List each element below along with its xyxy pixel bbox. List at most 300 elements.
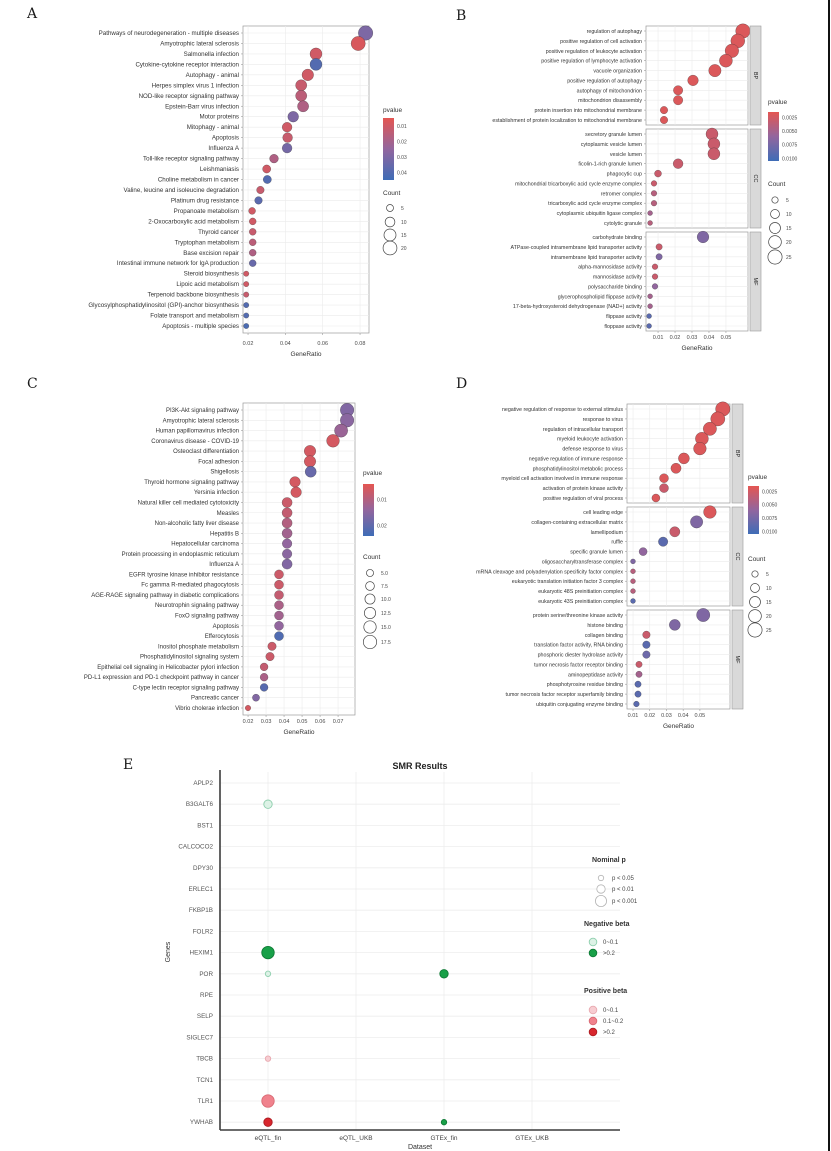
- y-axis-label: activation of protein kinase activity: [542, 486, 623, 493]
- smr-title: SMR Results: [392, 761, 448, 771]
- legend-pvalue-gradient-bar: [383, 118, 394, 180]
- data-dot: [673, 95, 682, 104]
- y-axis-label: Phosphatidylinositol signaling system: [139, 654, 239, 661]
- y-axis-label: Neurotrophin signaling pathway: [154, 603, 239, 610]
- legend-count-title: Count: [363, 554, 381, 561]
- y-axis-label: ficolin-1-rich granule lumen: [578, 161, 642, 168]
- y-axis-label: Apoptosis: [212, 623, 239, 630]
- y-axis-label: myeloid leukocyte activation: [557, 436, 623, 443]
- gene-label: SELP: [196, 1013, 213, 1021]
- y-axis-label: Valine, leucine and isoleucine degradation: [123, 186, 239, 194]
- y-axis-label: cytoplasmic vesicle lumen: [580, 141, 642, 148]
- data-dot: [249, 218, 256, 225]
- y-axis-label: phosphatidylinositol metabolic process: [532, 466, 623, 473]
- y-axis-label: phagocytic cup: [606, 171, 642, 178]
- smr-data-dot: [262, 946, 274, 958]
- data-dot: [631, 559, 636, 564]
- smr-data-dot: [264, 800, 272, 808]
- y-axis-label: Amyotrophic lateral sclerosis: [162, 418, 239, 425]
- data-dot: [244, 313, 249, 318]
- data-dot: [249, 260, 256, 267]
- data-dot: [678, 453, 689, 464]
- data-dot: [305, 466, 316, 477]
- y-axis-label: positive regulation of cell activation: [560, 38, 642, 45]
- y-axis-label: Pathways of neurodegeneration - multiple diseases: [98, 30, 239, 37]
- y-axis-label: collagen-containing extracellular matrix: [531, 519, 623, 526]
- y-axis-label: aminopeptidase activity: [567, 672, 623, 679]
- legend-nominal-p-circle: [595, 895, 606, 906]
- data-dot: [636, 661, 642, 667]
- legend-count-circle: [387, 205, 394, 212]
- gene-label: CALCOCO2: [178, 843, 213, 851]
- legend-negative-beta-label: 0~0.1: [603, 940, 619, 946]
- legend-pvalue-gradient-bar: [768, 112, 779, 161]
- y-axis-label: phosphoric diester hydrolase activity: [537, 652, 623, 659]
- y-axis-label: Fc gamma R-mediated phagocytosis: [141, 582, 239, 589]
- legend-pvalue-tick-label: 0.0100: [762, 529, 778, 536]
- data-dot: [709, 64, 721, 76]
- panel-letter-a: A: [27, 6, 38, 22]
- legend-pvalue-tick-label: 0.0050: [762, 502, 778, 509]
- data-dot: [660, 116, 668, 124]
- y-axis-label: Osteoclast differentiation: [173, 449, 239, 456]
- smr-data-dot: [264, 1118, 272, 1126]
- data-dot: [704, 506, 717, 519]
- y-axis-label: eukaryotic translation initiation factor 3 complex: [511, 579, 623, 586]
- data-dot: [634, 701, 640, 707]
- data-dot: [673, 159, 683, 169]
- data-dot: [260, 663, 268, 671]
- y-axis-label: PI3K-Akt signaling pathway: [165, 408, 239, 414]
- data-dot: [635, 691, 641, 697]
- y-axis-label: Salmonella infection: [183, 50, 239, 58]
- smr-data-dot: [265, 971, 270, 976]
- legend-negative-beta-label: >0.2: [603, 951, 615, 957]
- x-axis-tick-label: 0.01: [652, 335, 664, 341]
- y-axis-label: Natural killer cell mediated cytotoxicity: [137, 500, 239, 507]
- y-axis-label: carbohydrate binding: [592, 235, 642, 241]
- legend-count-label: 5: [766, 572, 769, 578]
- y-axis-label: Inositol phosphate metabolism: [157, 644, 239, 651]
- legend-negative-beta-swatch: [589, 949, 597, 957]
- data-dot: [656, 254, 662, 260]
- legend-count-circle: [752, 571, 758, 577]
- gene-label: ERLEC1: [188, 886, 213, 893]
- data-dot: [244, 323, 249, 328]
- x-axis-tick-label: 0.07: [332, 719, 344, 725]
- legend-count-label: 15: [401, 233, 407, 239]
- legend-count-circle: [384, 229, 396, 241]
- y-axis-label: tricarboxylic acid cycle enzyme complex: [548, 201, 642, 208]
- x-axis-title: GeneRatio: [283, 729, 315, 736]
- data-dot: [631, 569, 636, 574]
- legend-count-circle: [771, 210, 780, 219]
- y-axis-label: Apoptosis: [211, 134, 239, 142]
- data-dot: [282, 508, 292, 518]
- legend-nominal-p-label: p < 0.01: [612, 887, 634, 893]
- x-axis-tick-label: 0.03: [260, 719, 272, 725]
- y-axis-label: secretory granule lumen: [585, 132, 642, 138]
- data-dot: [690, 516, 702, 528]
- legend-positive-beta-label: >0.2: [603, 1030, 615, 1036]
- legend-pvalue-tick-label: 0.01: [397, 123, 407, 130]
- data-dot: [282, 528, 292, 538]
- y-axis-label: Intestinal immune network for IgA production: [116, 260, 239, 268]
- data-dot: [282, 539, 292, 549]
- x-axis-tick-label: 0.02: [242, 341, 254, 347]
- y-axis-label: Efferocytosis: [204, 634, 239, 641]
- data-dot: [290, 477, 301, 488]
- y-axis-label: Focal adhesion: [198, 459, 239, 466]
- y-axis-label: protein insertion into mitochondrial membrane: [534, 108, 642, 115]
- y-axis-label: regulation of intracellular transport: [542, 426, 623, 433]
- facet-strip-label: BP: [752, 71, 759, 80]
- facet-strip-label: CC: [752, 174, 759, 183]
- gene-label: HEXIM1: [189, 949, 213, 957]
- data-dot: [655, 170, 662, 177]
- y-axis-label: AGE-RAGE signaling pathway in diabetic complications: [91, 592, 239, 599]
- data-dot: [648, 294, 653, 299]
- data-dot: [245, 705, 251, 711]
- data-dot: [648, 211, 653, 216]
- legend-count-label: 7.5: [381, 584, 388, 590]
- y-axis-label: 17-beta-hydroxysteroid dehydrogenase (NAD+) activity: [512, 304, 642, 311]
- legend-pvalue-title: pvalue: [768, 99, 788, 106]
- data-dot: [304, 456, 316, 468]
- y-axis-label: Glycosylphosphatidylinositol (GPI)-anchor biosynthesis: [88, 302, 239, 310]
- y-axis-label: Thyroid cancer: [198, 228, 239, 236]
- data-dot: [274, 580, 283, 589]
- data-dot: [670, 527, 680, 537]
- y-axis-label: NOD-like receptor signaling pathway: [138, 92, 239, 100]
- x-axis-title: GeneRatio: [681, 345, 713, 352]
- data-dot: [270, 154, 279, 163]
- data-dot: [648, 221, 653, 226]
- data-dot: [351, 36, 365, 50]
- data-dot: [694, 442, 707, 455]
- y-axis-label: Thyroid hormone signaling pathway: [144, 479, 239, 486]
- legend-negative-beta-title: Negative beta: [584, 921, 630, 928]
- y-axis-label: Base excision repair: [183, 249, 239, 257]
- y-axis-label: positive regulation of leukocyte activation: [545, 48, 642, 55]
- gene-label: POR: [199, 970, 213, 978]
- legend-count-circle: [364, 607, 375, 618]
- data-dot: [298, 101, 309, 112]
- data-dot: [658, 537, 667, 546]
- legend-positive-beta-title: Positive beta: [584, 988, 628, 995]
- data-dot: [302, 69, 314, 81]
- data-dot: [274, 590, 283, 599]
- legend-pvalue-title: pvalue: [748, 474, 768, 481]
- data-dot: [631, 599, 636, 604]
- y-axis-label: Leishmaniasis: [199, 166, 239, 174]
- legend-count-circle: [365, 594, 375, 604]
- data-dot: [652, 274, 658, 280]
- x-axis-tick-label: 0.04: [278, 719, 290, 725]
- data-dot: [244, 271, 249, 276]
- legend-count-label: 5: [786, 198, 789, 204]
- data-dot: [263, 175, 271, 183]
- y-axis-label: Yersinia infection: [193, 490, 239, 497]
- y-axis-label: PD-L1 expression and PD-1 checkpoint pathway in cancer: [83, 675, 239, 682]
- legend-count-label: 10: [766, 586, 772, 592]
- data-dot: [660, 106, 668, 114]
- data-dot: [652, 264, 658, 270]
- legend-count-label: 20: [401, 246, 407, 252]
- x-axis-title: Dataset: [407, 1144, 433, 1151]
- panel-c-kegg-dotplot: [0, 384, 430, 752]
- y-axis-label: Tryptophan metabolism: [174, 239, 239, 247]
- data-dot: [244, 281, 249, 286]
- dataset-label: GTEx_fin: [430, 1135, 458, 1142]
- x-axis-tick-label: 0.04: [677, 713, 689, 719]
- x-axis-tick-label: 0.03: [686, 335, 698, 341]
- data-dot: [651, 190, 657, 196]
- data-dot: [255, 197, 263, 205]
- gene-label: TBCB: [196, 1055, 213, 1063]
- data-dot: [304, 445, 316, 457]
- data-dot: [288, 111, 299, 122]
- legend-pvalue-tick-label: 0.02: [377, 523, 387, 530]
- data-dot: [274, 632, 283, 641]
- panel-letter-d: D: [456, 376, 468, 392]
- data-dot: [263, 165, 271, 173]
- x-axis-tick-label: 0.01: [627, 713, 639, 719]
- legend-count-label: 12.5: [381, 611, 391, 617]
- y-axis-label: histone binding: [587, 622, 623, 629]
- y-axis-label: Folate transport and metabolism: [150, 312, 239, 320]
- panel-a-kegg-dotplot: [0, 14, 430, 376]
- data-dot: [266, 652, 274, 660]
- legend-pvalue-tick-label: 0.01: [377, 497, 387, 504]
- y-axis-label: negative regulation of immune response: [528, 456, 623, 463]
- legend-count-circle: [366, 569, 373, 576]
- x-axis-tick-label: 0.02: [669, 335, 681, 341]
- y-axis-label: Protein processing in endoplasmic reticulum: [121, 551, 239, 558]
- y-axis-label: alpha-mannosidase activity: [578, 264, 642, 271]
- legend-pvalue-tick-label: 0.0075: [782, 142, 798, 149]
- data-dot: [660, 484, 669, 493]
- x-axis-tick-label: 0.04: [703, 335, 715, 341]
- y-axis-label: Influenza A: [209, 562, 239, 569]
- x-axis-tick-label: 0.06: [314, 719, 326, 725]
- y-axis-label: Measles: [216, 510, 239, 517]
- legend-positive-beta-label: 0.1~0.2: [603, 1019, 624, 1025]
- panel-letter-c: C: [27, 376, 38, 392]
- legend-count-title: Count: [383, 190, 401, 197]
- dataset-label: eQTL_UKB: [339, 1135, 373, 1142]
- x-axis-tick-label: 0.03: [661, 713, 672, 719]
- y-axis-label: phosphotyrosine residue binding: [546, 682, 623, 689]
- y-axis-label: Terpenoid backbone biosynthesis: [147, 291, 239, 299]
- data-dot: [652, 284, 658, 290]
- legend-pvalue-title: pvalue: [383, 107, 403, 114]
- y-axis-label: establishment of protein localization to mitochondrial membrane: [492, 118, 642, 124]
- gene-label: BST1: [197, 822, 213, 830]
- data-dot: [268, 642, 276, 650]
- y-axis-label: intramembrane lipid transporter activity: [550, 254, 642, 261]
- legend-count-title: Count: [768, 181, 786, 188]
- data-dot: [310, 58, 322, 70]
- y-axis-label: protein serine/threonine kinase activity: [532, 613, 623, 619]
- data-dot: [282, 559, 292, 569]
- data-dot: [697, 231, 709, 243]
- legend-pvalue-tick-label: 0.0075: [762, 516, 778, 522]
- legend-count-circle: [385, 217, 395, 227]
- y-axis-label: Autophagy - animal: [185, 71, 239, 79]
- data-dot: [673, 86, 682, 95]
- y-axis-label: mRNA cleavage and polyadenylation specificity factor complex: [476, 569, 623, 576]
- y-axis-label: mitochondrion disassembly: [578, 98, 642, 105]
- data-dot: [260, 683, 268, 691]
- y-axis-label: ATPase-coupled intramembrane lipid transporter activity: [510, 244, 642, 251]
- legend-count-label: 15: [786, 226, 792, 232]
- legend-count-label: 15: [766, 600, 772, 606]
- x-axis-tick-label: 0.08: [354, 341, 366, 347]
- data-dot: [249, 239, 256, 246]
- data-dot: [282, 518, 292, 528]
- gene-label: SIGLEC7: [186, 1034, 213, 1042]
- x-axis-title: GeneRatio: [662, 723, 695, 730]
- panel-b-go-facet-dotplot: [430, 14, 830, 376]
- y-axis-label: FoxO signaling pathway: [174, 613, 239, 620]
- legend-count-label: 10: [786, 212, 792, 218]
- data-dot: [671, 463, 681, 473]
- y-axis-label: cytoplasmic ubiquitin ligase complex: [556, 211, 642, 218]
- legend-nominal-p-circle: [597, 885, 605, 893]
- legend-count-circle: [772, 197, 778, 203]
- smr-data-dot: [265, 1056, 270, 1061]
- legend-count-circle: [750, 597, 761, 608]
- y-axis-label: Non-alcoholic fatty liver disease: [154, 521, 239, 528]
- data-dot: [648, 304, 653, 309]
- legend-count-title: Count: [748, 556, 766, 563]
- y-axis-label: collagen binding: [584, 632, 623, 639]
- data-dot: [249, 228, 256, 235]
- gene-label: RPE: [200, 992, 213, 999]
- gene-label: DPY30: [193, 864, 213, 872]
- y-axis-label: Mitophagy - animal: [186, 124, 239, 132]
- gene-label: B3GALT6: [185, 801, 213, 809]
- y-axis-label: Steroid biosynthesis: [183, 270, 239, 278]
- data-dot: [244, 292, 249, 297]
- legend-count-circle: [751, 584, 760, 593]
- data-dot: [643, 651, 651, 659]
- data-dot: [274, 570, 283, 579]
- y-axis-label: regulation of autophagy: [586, 29, 642, 35]
- y-axis-title: Genes: [165, 941, 172, 963]
- y-axis-label: lamellipodium: [590, 529, 623, 536]
- data-dot: [249, 249, 256, 256]
- data-dot: [283, 133, 293, 143]
- legend-count-circle: [364, 621, 376, 633]
- x-axis-tick-label: 0.02: [644, 713, 656, 719]
- facet-strip-label: BP: [734, 449, 741, 458]
- legend-count-label: 5: [401, 206, 404, 212]
- x-axis-tick-label: 0.05: [694, 713, 706, 719]
- gene-label: TCN1: [196, 1076, 213, 1084]
- gene-label: YWHAB: [189, 1119, 213, 1127]
- legend-count-label: 10: [401, 220, 407, 226]
- facet-strip-label: CC: [734, 552, 741, 561]
- y-axis-label: positive regulation of viral process: [543, 496, 623, 502]
- smr-data-dot: [440, 970, 448, 978]
- y-axis-label: flippase activity: [606, 314, 642, 321]
- y-axis-label: Influenza A: [208, 145, 239, 153]
- data-dot: [643, 641, 651, 649]
- y-axis-label: Hepatocellular carcinoma: [171, 541, 239, 548]
- data-dot: [719, 54, 732, 67]
- y-axis-label: negative regulation of response to external stimulus: [501, 407, 623, 413]
- panel-letter-e: E: [123, 757, 134, 773]
- y-axis-label: Toll-like receptor signaling pathway: [143, 155, 239, 163]
- y-axis-label: mitochondrial tricarboxylic acid cycle enzyme complex: [515, 181, 642, 188]
- y-axis-label: Hepatitis B: [209, 531, 239, 538]
- y-axis-label: Pancreatic cancer: [190, 695, 239, 702]
- data-dot: [643, 631, 651, 639]
- y-axis-label: Apoptosis - multiple species: [162, 323, 239, 330]
- data-dot: [636, 671, 642, 677]
- gene-label: TLR1: [197, 1098, 213, 1105]
- data-dot: [282, 143, 292, 153]
- y-axis-label: vesicle lumen: [609, 151, 642, 158]
- data-dot: [656, 244, 662, 250]
- dataset-label: GTEx_UKB: [515, 1135, 549, 1142]
- y-axis-label: 2-Oxocarboxylic acid metabolism: [148, 218, 239, 226]
- gene-label: FOLR2: [192, 928, 213, 936]
- data-dot: [697, 608, 710, 621]
- y-axis-label: ruffle: [611, 539, 623, 546]
- y-axis-label: myeloid cell activation involved in immune response: [501, 476, 623, 483]
- legend-count-label: 5.0: [381, 571, 388, 577]
- smr-data-dot: [441, 1120, 446, 1125]
- y-axis-label: retromer complex: [600, 191, 642, 198]
- data-dot: [282, 549, 292, 559]
- legend-pvalue-tick-label: 0.04: [397, 170, 407, 177]
- y-axis-label: Propanoate metabolism: [173, 207, 239, 215]
- legend-positive-beta-swatch: [589, 1017, 597, 1025]
- data-dot: [282, 497, 292, 507]
- smr-data-dot: [262, 1095, 274, 1107]
- data-dot: [249, 207, 256, 214]
- y-axis-label: Epithelial cell signaling in Helicobacter pylori infection: [97, 664, 239, 671]
- data-dot: [647, 324, 652, 329]
- y-axis-label: eukaryotic 43S preinitiation complex: [538, 599, 623, 605]
- y-axis-label: ubiquitin conjugating enzyme binding: [536, 702, 623, 708]
- y-axis-label: positive regulation of lymphocyte activation: [541, 58, 642, 65]
- y-axis-label: oligosaccharyltransferase complex: [541, 559, 623, 566]
- y-axis-label: Lipoic acid metabolism: [176, 281, 239, 289]
- y-axis-label: eukaryotic 48S preinitiation complex: [538, 589, 623, 596]
- legend-nominal-p-label: p < 0.001: [612, 899, 638, 905]
- y-axis-label: autophagy of mitochondrion: [576, 88, 642, 95]
- y-axis-label: Shigellosis: [210, 469, 239, 476]
- data-dot: [296, 90, 307, 101]
- data-dot: [688, 75, 699, 86]
- data-dot: [274, 601, 283, 610]
- legend-pvalue-gradient-bar: [748, 486, 759, 534]
- data-dot: [260, 673, 268, 681]
- data-dot: [291, 487, 302, 498]
- legend-count-label: 17.5: [381, 640, 391, 646]
- panel-e-smr-dotplot: [0, 752, 830, 1151]
- y-axis-label: Motor proteins: [199, 113, 239, 121]
- legend-pvalue-tick-label: 0.0100: [782, 156, 798, 163]
- y-axis-label: Epstein-Barr virus infection: [165, 103, 239, 111]
- y-axis-label: polysaccharide binding: [588, 284, 642, 291]
- data-dot: [274, 621, 283, 630]
- legend-count-label: 20: [786, 240, 792, 246]
